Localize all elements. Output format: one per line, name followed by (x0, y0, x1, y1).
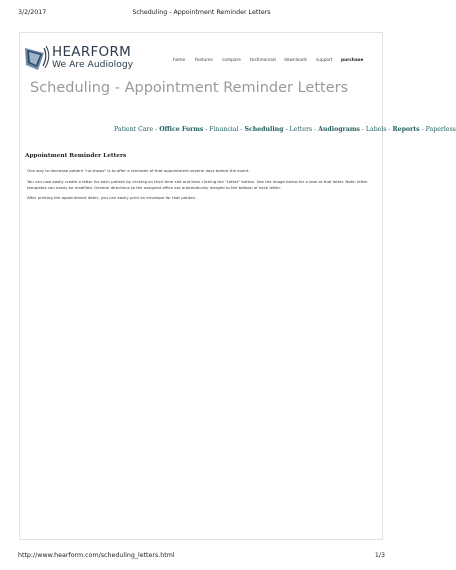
page-title: Scheduling - Appointment Reminder Letters (30, 80, 349, 96)
print-page-number: 1/3 (374, 552, 385, 559)
print-url: http://www.hearform.com/scheduling_letters.html (18, 552, 175, 559)
subnav-separator: - (386, 126, 393, 133)
logo-brand: HEARFORM (52, 44, 132, 60)
subnav-separator: - (203, 126, 210, 133)
nav-downloads[interactable]: downloads (284, 58, 308, 63)
print-header (0, 9, 403, 19)
subnav-patient-care[interactable]: Patient Care (114, 126, 154, 133)
print-title: Scheduling - Appointment Reminder Letters (132, 9, 271, 16)
body-paragraph-3: After printing the appointment letter, you can easily print an envelope for that patient. (27, 195, 197, 200)
subnav-reports[interactable]: Reports (392, 126, 420, 133)
sub-navigation (114, 126, 456, 133)
page-frame (19, 32, 383, 540)
nav-features[interactable]: features (195, 58, 213, 63)
subnav-separator: - (283, 126, 290, 133)
section-heading: Appointment Reminder Letters (25, 153, 127, 159)
nav-home[interactable]: home (173, 58, 186, 63)
subnav-financial[interactable]: Financial (209, 126, 239, 133)
body-paragraph-1: One way to decrease patient "no shows" is to offer a reminder of that appointment several days before the event. (27, 168, 250, 173)
subnav-paperless[interactable]: Paperless (425, 126, 456, 133)
top-navigation (0, 58, 403, 66)
subnav-labels[interactable]: Labels (365, 126, 387, 133)
print-date: 3/2/2017 (18, 9, 47, 16)
nav-purchase[interactable]: purchase (341, 58, 364, 63)
subnav-separator: - (419, 126, 426, 133)
nav-support[interactable]: support (316, 58, 333, 63)
print-footer (0, 552, 403, 562)
subnav-scheduling[interactable]: Scheduling (244, 126, 284, 133)
nav-compare[interactable]: compare (222, 58, 241, 63)
subnav-separator: - (312, 126, 319, 133)
subnav-office-forms[interactable]: Office Forms (159, 126, 204, 133)
nav-testimonials[interactable]: testimonials (250, 58, 277, 63)
subnav-separator: - (359, 126, 366, 133)
subnav-separator: - (238, 126, 245, 133)
body-paragraph-2: You can now easily create a letter for each patient by clicking on their time slot and then clicking the "Letter" button. See the image below for a look at that letter. Note: letter templates can easily be modified. General directions to the assigned office are automatically merged to the bottom of each letter. (27, 179, 368, 190)
logo-tagline: We Are Audiology (52, 59, 134, 70)
subnav-audiograms[interactable]: Audiograms (318, 126, 360, 133)
subnav-letters[interactable]: Letters (289, 126, 313, 133)
subnav-separator: - (153, 126, 160, 133)
